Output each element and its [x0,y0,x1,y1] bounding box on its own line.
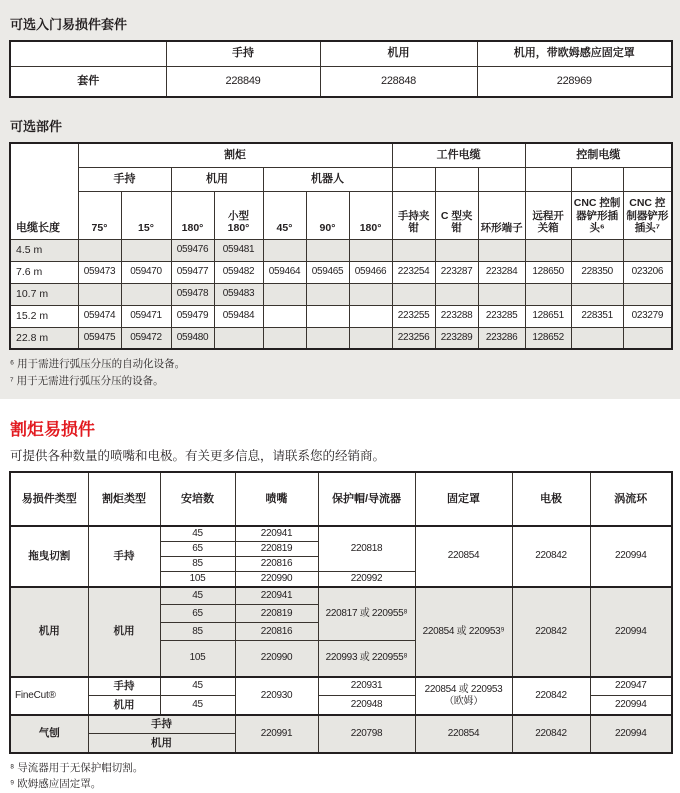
part-number-cell: 220816 [235,556,318,571]
part-number-cell: 059471 [121,305,171,327]
footnote-marker: ⁷ [10,375,14,387]
footnote-marker: ⁸ [10,762,15,774]
part-number-cell: 059464 [263,261,306,283]
part-number-cell: 220816 [235,623,318,641]
remote-switch-header: 远程开关箱 [525,191,571,239]
retaining-cap-header: 固定罩 [415,472,512,526]
optional-parts-title: 可选部件 [10,119,63,134]
part-number-cell [263,239,306,261]
torch-consumables-title: 割炬易损件 [10,420,95,439]
table-row [10,305,672,327]
part-number-cell: 220990 [235,571,318,586]
part-number-cell: 059473 [78,261,121,283]
part-number-cell [263,327,306,349]
consumable-type-cell: 机用 [10,587,88,677]
part-number-cell [478,283,525,305]
part-number-cell: 059477 [171,261,214,283]
consumables-section [0,399,680,793]
column-header-row [10,472,672,526]
part-number-cell: 223288 [435,305,478,327]
part-number-cell: 220854 或 220953⁹ [415,587,512,677]
footnote-text: 用于无需进行弧压分压的设备。 [16,374,164,387]
part-number-cell: 059472 [121,327,171,349]
part-number-cell: 223254 [392,261,435,283]
robot-subheader: 机器人 [263,167,392,191]
part-number-cell: 220854 [415,715,512,753]
table-row [10,66,672,97]
mini-180-header: 小型 180° [214,191,263,239]
nozzle-header: 喷嘴 [235,472,318,526]
part-number-cell [525,283,571,305]
part-number-cell [623,327,672,349]
part-number-cell: 059474 [78,305,121,327]
kit-row-label: 套件 [10,66,166,97]
part-number-cell: 059475 [78,327,121,349]
table-row [10,677,672,696]
amperage-cell: 65 [160,605,235,623]
part-number-cell: 059476 [171,239,214,261]
part-number-cell [349,327,392,349]
part-number-cell: 220991 [235,715,318,753]
consumable-type-cell: FineCut® [10,677,88,715]
table-row [10,587,672,605]
consumable-type-header: 易损件类型 [10,472,88,526]
consumables-intro-text: 可提供各种数量的喷嘴和电极。有关更多信息，请联系您的经销商。 [10,449,386,463]
part-number-cell: 059480 [171,327,214,349]
part-number-cell: 220842 [512,587,590,677]
part-number-cell: 220817 或 220955⁸ [318,587,415,641]
part-number-cell: 220990 [235,641,318,677]
cable-length-cell: 22.8 m [10,327,78,349]
angle-90-header: 90° [306,191,349,239]
empty-header-cell [623,167,672,191]
angle-45-header: 45° [263,191,306,239]
part-number-cell: 220931 [318,677,415,696]
part-number-cell: 128651 [525,305,571,327]
subgroup-header-row [10,167,672,191]
amperage-cell: 105 [160,571,235,586]
torch-type-cell: 手持 [88,526,160,587]
torch-type-header: 割炬类型 [88,472,160,526]
part-number-cell: 220819 [235,541,318,556]
amperage-cell: 105 [160,641,235,677]
optional-parts-footnotes [10,356,671,389]
torch-type-cell: 机用 [88,734,235,753]
part-number-cell: 220798 [318,715,415,753]
table-row [10,327,672,349]
part-number-cell [435,283,478,305]
amperage-cell: 45 [160,587,235,605]
part-number-cell [306,305,349,327]
part-number-cell: 220993 或 220955⁸ [318,641,415,677]
amperage-cell: 85 [160,623,235,641]
machine-subheader: 机用 [171,167,263,191]
empty-header-cell [478,167,525,191]
part-number-cell: 220994 [590,715,672,753]
part-number-cell: 220854 [415,526,512,587]
part-number-cell: 220819 [235,605,318,623]
part-number-cell: 220941 [235,587,318,605]
part-number-cell: 228848 [320,66,477,97]
table-row [10,283,672,305]
part-number-cell: 220947 [590,677,672,696]
footnote-text: 导流器用于无保护帽切割。 [17,761,144,774]
part-number-cell: 059483 [214,283,263,305]
footnote-text: 用于需进行弧压分压的自动化设备。 [17,358,186,370]
torch-type-cell: 机用 [88,587,160,677]
part-number-cell [571,239,623,261]
empty-header-cell [571,167,623,191]
part-number-cell [214,327,263,349]
consumables-footnotes [10,760,671,793]
machine-header: 机用 [320,41,477,66]
part-number-cell [435,239,478,261]
part-number-cell: 223284 [478,261,525,283]
work-cable-group-header: 工件电缆 [392,143,525,167]
part-number-cell [306,283,349,305]
cable-length-cell: 10.7 m [10,283,78,305]
part-number-cell [78,283,121,305]
part-number-cell [525,239,571,261]
cable-length-cell: 4.5 m [10,239,78,261]
footnote [10,373,671,390]
handheld-header: 手持 [166,41,320,66]
torch-type-cell: 机用 [88,696,160,715]
swirl-ring-header: 涡流环 [590,472,672,526]
part-number-cell [571,327,623,349]
starter-kits-title: 可选入门易损件套件 [10,17,128,32]
part-number-cell: 059484 [214,305,263,327]
part-number-cell [392,283,435,305]
amperage-header: 安培数 [160,472,235,526]
footnote [10,356,671,373]
consumable-type-cell: 气刨 [10,715,88,753]
empty-header-cell [435,167,478,191]
handheld-subheader: 手持 [78,167,171,191]
part-number-cell: 059479 [171,305,214,327]
part-number-cell [623,239,672,261]
part-number-cell: 059466 [349,261,392,283]
cable-length-header: 电缆长度 [10,143,78,239]
cable-length-cell: 7.6 m [10,261,78,283]
part-number-cell [121,283,171,305]
table-row [10,715,672,734]
part-number-cell [263,283,306,305]
optional-parts-table [9,142,673,350]
part-number-cell: 223287 [435,261,478,283]
torch-consumables-table [9,471,673,754]
part-number-cell: 059465 [306,261,349,283]
part-number-cell: 128652 [525,327,571,349]
group-header-row [10,143,672,167]
cnc-spade-6-header: CNC 控制器铲形插头⁶ [571,191,623,239]
part-number-cell: 220854 或 220953（欧姆） [415,677,512,715]
footnote-text: 欧姆感应固定罩。 [17,778,102,791]
torch-group-header: 割炬 [78,143,392,167]
part-number-cell: 059470 [121,261,171,283]
part-number-cell: 128650 [525,261,571,283]
part-number-cell: 223286 [478,327,525,349]
part-number-cell: 220994 [590,696,672,715]
hand-clamp-header: 手持夹钳 [392,191,435,239]
amperage-cell: 45 [160,526,235,541]
footnote-marker: ⁶ [10,359,15,370]
column-header-row [10,191,672,239]
part-number-cell [392,239,435,261]
amperage-cell: 85 [160,556,235,571]
cnc-spade-7-header: CNC 控制器铲形插头⁷ [623,191,672,239]
empty-header-cell [525,167,571,191]
angle-15-header: 15° [121,191,171,239]
amperage-cell: 45 [160,677,235,696]
part-number-cell: 220992 [318,571,415,586]
part-number-cell: 059481 [214,239,263,261]
part-number-cell [263,305,306,327]
part-number-cell [571,283,623,305]
part-number-cell: 220842 [512,715,590,753]
part-number-cell: 220941 [235,526,318,541]
part-number-cell: 023279 [623,305,672,327]
part-number-cell [306,239,349,261]
torch-type-cell: 手持 [88,677,160,696]
footnote [10,776,671,793]
part-number-cell: 228350 [571,261,623,283]
c-clamp-header: C 型夹钳 [435,191,478,239]
shield-deflector-header: 保护帽/导流器 [318,472,415,526]
control-cable-group-header: 控制电缆 [525,143,672,167]
part-number-cell [349,283,392,305]
part-number-cell [121,239,171,261]
part-number-cell [78,239,121,261]
torch-type-cell: 手持 [88,715,235,734]
part-number-cell [478,239,525,261]
part-number-cell: 223255 [392,305,435,327]
part-number-cell: 220842 [512,526,590,587]
consumable-type-cell: 拖曳切割 [10,526,88,587]
footnote-marker: ⁹ [10,779,15,791]
part-number-cell: 223256 [392,327,435,349]
part-number-cell: 220994 [590,587,672,677]
blank-header-cell [10,41,166,66]
angle-75-header: 75° [78,191,121,239]
table-row [10,526,672,541]
table-row [10,261,672,283]
ring-terminal-header: 环形端子 [478,191,525,239]
part-number-cell: 059478 [171,283,214,305]
part-number-cell [623,283,672,305]
part-number-cell: 228969 [477,66,672,97]
table-row [10,239,672,261]
footnote [10,760,671,777]
part-number-cell [306,327,349,349]
part-number-cell: 059482 [214,261,263,283]
starter-kits-table [9,40,673,98]
part-number-cell: 228351 [571,305,623,327]
part-number-cell: 228849 [166,66,320,97]
part-number-cell [349,239,392,261]
empty-header-cell [392,167,435,191]
part-number-cell: 223289 [435,327,478,349]
part-number-cell: 223285 [478,305,525,327]
table-header-row [10,41,672,66]
amperage-cell: 65 [160,541,235,556]
angle-180r-header: 180° [349,191,392,239]
part-number-cell: 220948 [318,696,415,715]
amperage-cell: 45 [160,696,235,715]
part-number-cell: 220994 [590,526,672,587]
part-number-cell [349,305,392,327]
part-number-cell: 220930 [235,677,318,715]
machine-ohmic-header: 机用，带欧姆感应固定罩 [477,41,672,66]
angle-180-header: 180° [171,191,214,239]
part-number-cell: 023206 [623,261,672,283]
part-number-cell: 220818 [318,526,415,571]
cable-length-cell: 15.2 m [10,305,78,327]
part-number-cell: 220842 [512,677,590,715]
electrode-header: 电极 [512,472,590,526]
